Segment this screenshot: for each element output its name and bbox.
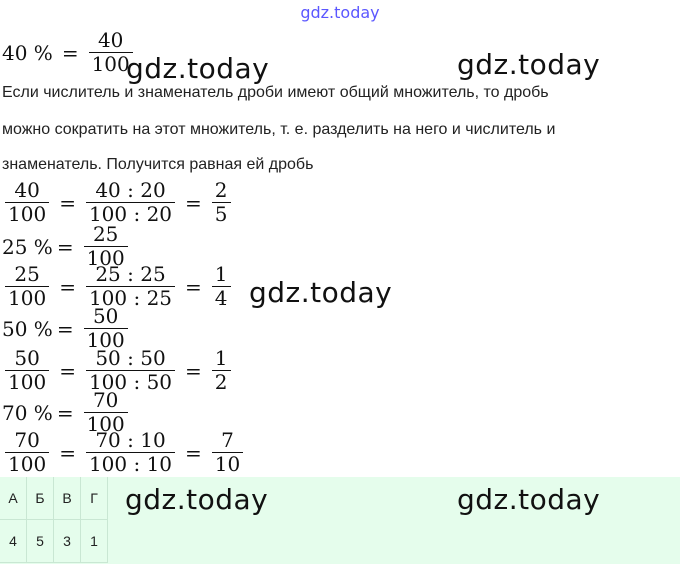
site-logo[interactable]: gdz.today: [300, 3, 380, 22]
answer-value-row: [0, 520, 108, 563]
percent-equation-70: 70 % = $\frac{70}{100}$: [2, 390, 131, 435]
reduction-equation: $\frac{50}{100}$ = $\frac{50 : 50}{100 : 50}$ = $\frac{1}{2}$: [2, 348, 234, 393]
answer-header-cell: В: [54, 477, 81, 520]
watermark: gdz.today: [457, 48, 601, 81]
answer-header-row: [0, 477, 108, 520]
answer-header-cell: Г: [81, 477, 108, 520]
answer-value-cell: 1: [81, 520, 108, 563]
watermark: gdz.today: [457, 483, 601, 516]
answer-value-cell: 4: [0, 520, 27, 563]
reduction-equation: $\frac{40}{100}$ = $\frac{40 : 20}{100 : 20}$ = $\frac{2}{5}$: [2, 180, 234, 225]
fraction-denominator: 100: [89, 52, 133, 75]
reduction-equation: $\frac{25}{100}$ = $\frac{25 : 25}{100 : 25}$ = $\frac{1}{4}$: [2, 264, 234, 309]
intro-equation: 40 % = $\frac{40}{100}$: [2, 30, 136, 75]
percent-equation-25: 25 % = $\frac{25}{100}$: [2, 224, 131, 269]
answer-value-cell: 3: [54, 520, 81, 563]
percent-equation-50: 50 % = $\frac{50}{100}$: [2, 306, 131, 351]
watermark: gdz.today: [125, 483, 269, 516]
answer-value-cell: 5: [27, 520, 54, 563]
reduction-equation: $\frac{70}{100}$ = $\frac{70 : 10}{100 : 10}$ = $\frac{7}{10}$: [2, 430, 246, 475]
intro-percent: 40 %: [2, 40, 53, 65]
answer-header-cell: Б: [27, 477, 54, 520]
paragraph-line-1: Если числитель и знаменатель дроби имеют общий множитель, то дробь: [2, 84, 549, 101]
paragraph-line-3: знаменатель. Получится равная ей дробь: [2, 156, 314, 173]
paragraph-line-2: можно сократить на этот множитель, т. е. разделить на него и числитель и: [2, 121, 556, 138]
answer-table: [0, 477, 108, 563]
watermark: gdz.today: [249, 276, 393, 309]
watermark: gdz.today: [126, 52, 270, 85]
answer-header-cell: А: [0, 477, 27, 520]
fraction-numerator: 40: [97, 28, 124, 52]
